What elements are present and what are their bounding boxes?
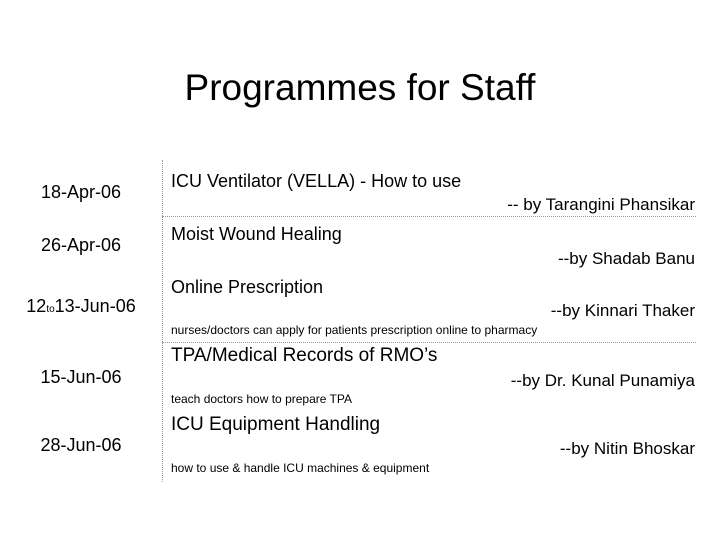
programme-note: nurses/doctors can apply for patients prescription online to pharmacy	[171, 323, 538, 337]
programme-topic: TPA/Medical Records of RMO’s	[171, 345, 438, 366]
programme-date-end: 13-Jun-06	[54, 296, 136, 316]
programme-date	[0, 295, 162, 321]
programme-speaker: --by Kinnari Thaker	[550, 301, 695, 320]
programme-topic: Moist Wound Healing	[171, 224, 342, 244]
programme-date: 28-Jun-06	[40, 435, 122, 455]
column-divider	[162, 160, 163, 482]
programme-speaker: --by Shadab Banu	[557, 249, 695, 268]
programme-topic: Online Prescription	[171, 277, 324, 297]
programme-topic: ICU Ventilator (VELLA) - How to use	[171, 171, 462, 191]
row-divider	[162, 216, 696, 217]
programme-speaker: --by Dr. Kunal Punamiya	[510, 371, 695, 390]
programme-speaker: --by Nitin Bhoskar	[559, 439, 695, 458]
programme-speaker: -- by Tarangini Phansikar	[507, 195, 695, 214]
programme-topic: ICU Equipment Handling	[171, 414, 381, 435]
programme-date-to: to	[46, 304, 55, 315]
programme-note: how to use & handle ICU machines & equipment	[171, 461, 430, 475]
programme-date: 18-Apr-06	[40, 182, 122, 202]
programme-note: teach doctors how to prepare TPA	[171, 392, 352, 406]
programme-date-start: 12	[26, 296, 47, 316]
programme-date: 15-Jun-06	[40, 367, 122, 387]
row-divider	[162, 342, 696, 343]
page-title: Programmes for Staff	[184, 67, 536, 108]
programme-date: 26-Apr-06	[40, 235, 122, 255]
